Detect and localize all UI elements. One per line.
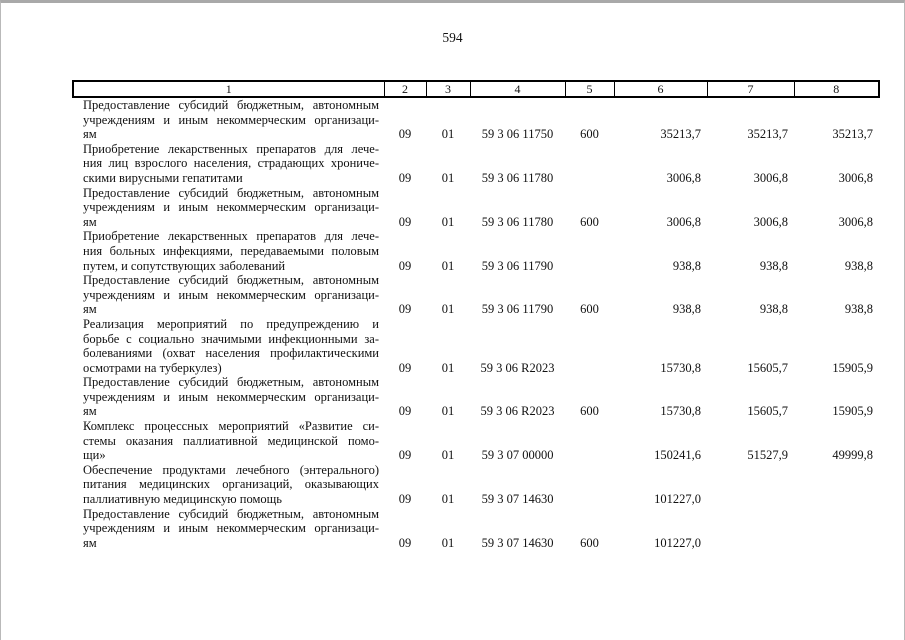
target-article-code-cell: 59 3 06 R2023 (480, 404, 555, 419)
description-cell (73, 229, 384, 273)
table-row (73, 317, 879, 375)
page-number: 594 (442, 30, 463, 45)
amount-year1-cell: 35213,7 (660, 127, 701, 142)
target-article-code-cell: 59 3 06 11780 (481, 214, 554, 229)
description-line: ям (83, 535, 97, 550)
column-header-2: 2 (384, 81, 426, 97)
table-body (73, 97, 879, 550)
description-line: учреждениям и иным некоммерческим организаци- (83, 389, 379, 404)
description-line: Предоставление субсидий бюджетным, автономным (83, 506, 379, 521)
table-row (73, 229, 879, 273)
description-line: учреждениям и иным некоммерческим организаци- (83, 200, 379, 215)
amount-year2-cell: 15605,7 (747, 360, 788, 375)
subsection-code-cell: 01 (441, 214, 455, 229)
subsection-code-cell: 01 (441, 448, 455, 463)
expense-type-code-cell (565, 317, 614, 375)
description-line: Комплекс процессных мероприятий «Развитие си- (83, 419, 379, 434)
amount-year1-cell: 938,8 (672, 302, 701, 317)
amount-year1-cell: 3006,8 (666, 214, 701, 229)
amount-year2-cell: 3006,8 (753, 170, 788, 185)
amount-year1-cell: 101227,0 (654, 492, 701, 507)
amount-year3-cell (794, 463, 879, 507)
amount-year3-cell: 15905,9 (832, 360, 873, 375)
description-cell (73, 507, 384, 551)
description-line: ям (83, 127, 97, 142)
amount-year3-cell (794, 507, 879, 551)
table-row (73, 375, 879, 419)
amount-year3-cell: 938,8 (844, 258, 873, 273)
target-article-code-cell: 59 3 06 R2023 (480, 360, 555, 375)
expense-type-code-cell: 600 (580, 214, 599, 229)
column-header-4: 4 (470, 81, 565, 97)
description-line: борьбе с социально значимыми инфекционными за- (83, 331, 379, 346)
description-cell (73, 317, 384, 375)
amount-year2-cell: 15605,7 (747, 404, 788, 419)
section-code-cell: 09 (398, 170, 412, 185)
table-header-row (73, 81, 879, 97)
section-code-cell: 09 (398, 404, 412, 419)
description-line: скими вирусными гепатитами (83, 170, 243, 185)
description-line: стемы оказания паллиативной медицинской помо- (83, 433, 379, 448)
description-cell (73, 463, 384, 507)
description-line: Реализация мероприятий по предупреждению и (83, 316, 379, 331)
amount-year1-cell: 15730,8 (660, 404, 701, 419)
section-code-cell: 09 (398, 492, 412, 507)
table-row (73, 97, 879, 142)
description-line: ния больных инфекциями, передаваемыми половым (83, 243, 379, 258)
expense-type-code-cell: 600 (580, 127, 599, 142)
expense-type-code-cell (565, 463, 614, 507)
section-code-cell: 09 (398, 302, 412, 317)
subsection-code-cell: 01 (441, 535, 455, 550)
description-cell (73, 97, 384, 142)
description-line: щи» (83, 448, 106, 463)
description-line: ям (83, 302, 97, 317)
target-article-code-cell: 59 3 07 14630 (481, 535, 554, 550)
amount-year3-cell: 49999,8 (832, 448, 873, 463)
table-row (73, 273, 879, 317)
table-row (73, 419, 879, 463)
description-line: Предоставление субсидий бюджетным, автономным (83, 375, 379, 390)
description-line: Приобретение лекарственных препаратов для лече- (83, 141, 379, 156)
column-header-6: 6 (614, 81, 707, 97)
description-line: учреждениям и иным некоммерческим организаци- (83, 112, 379, 127)
description-cell (73, 419, 384, 463)
amount-year2-cell: 938,8 (759, 302, 788, 317)
amount-year3-cell: 3006,8 (838, 170, 873, 185)
table-row (73, 463, 879, 507)
description-line: Предоставление субсидий бюджетным, автономным (83, 185, 379, 200)
section-code-cell: 09 (398, 214, 412, 229)
column-header-1: 1 (73, 81, 384, 97)
description-cell (73, 375, 384, 419)
table-row (73, 186, 879, 230)
expense-type-code-cell (565, 419, 614, 463)
column-header-3: 3 (426, 81, 470, 97)
amount-year2-cell (707, 463, 794, 507)
section-code-cell: 09 (398, 258, 412, 273)
subsection-code-cell: 01 (441, 492, 455, 507)
description-line: учреждениям и иным некоммерческим организаци- (83, 521, 379, 536)
section-code-cell: 09 (398, 448, 412, 463)
amount-year3-cell: 15905,9 (832, 404, 873, 419)
target-article-code-cell: 59 3 06 11750 (481, 127, 554, 142)
subsection-code-cell: 01 (441, 302, 455, 317)
amount-year1-cell: 938,8 (672, 258, 701, 273)
table-header (73, 81, 879, 97)
description-line: учреждениям и иным некоммерческим организаци- (83, 287, 379, 302)
amount-year1-cell: 101227,0 (654, 535, 701, 550)
amount-year2-cell: 938,8 (759, 258, 788, 273)
description-line: Предоставление субсидий бюджетным, автономным (83, 273, 379, 288)
table-row (73, 507, 879, 551)
description-line: Приобретение лекарственных препаратов для лече- (83, 229, 379, 244)
expense-type-code-cell: 600 (580, 404, 599, 419)
amount-year2-cell: 35213,7 (747, 127, 788, 142)
target-article-code-cell: 59 3 06 11780 (481, 170, 554, 185)
column-header-5: 5 (565, 81, 614, 97)
amount-year3-cell: 3006,8 (838, 214, 873, 229)
subsection-code-cell: 01 (441, 360, 455, 375)
amount-year3-cell: 938,8 (844, 302, 873, 317)
amount-year1-cell: 150241,6 (654, 448, 701, 463)
target-article-code-cell: 59 3 06 11790 (481, 258, 554, 273)
column-header-7: 7 (707, 81, 794, 97)
subsection-code-cell: 01 (441, 404, 455, 419)
amount-year2-cell: 51527,9 (747, 448, 788, 463)
amount-year1-cell: 3006,8 (666, 170, 701, 185)
expense-type-code-cell (565, 229, 614, 273)
description-cell (73, 186, 384, 230)
description-cell (73, 273, 384, 317)
amount-year2-cell: 3006,8 (753, 214, 788, 229)
expense-type-code-cell: 600 (580, 302, 599, 317)
budget-table (72, 80, 880, 550)
amount-year2-cell (707, 507, 794, 551)
description-line: болеваниями (охват населения профилактическими (83, 346, 379, 361)
amount-year3-cell: 35213,7 (832, 127, 873, 142)
description-line: осмотрами на туберкулез) (83, 360, 222, 375)
description-line: Предоставление субсидий бюджетным, автономным (83, 98, 379, 112)
description-line: ям (83, 404, 97, 419)
expense-type-code-cell (565, 142, 614, 186)
target-article-code-cell: 59 3 07 14630 (481, 492, 554, 507)
description-line: путем, и сопутствующих заболеваний (83, 258, 286, 273)
target-article-code-cell: 59 3 07 00000 (481, 448, 554, 463)
section-code-cell: 09 (398, 127, 412, 142)
description-line: паллиативную медицинскую помощь (83, 492, 282, 507)
subsection-code-cell: 01 (441, 170, 455, 185)
target-article-code-cell: 59 3 06 11790 (481, 302, 554, 317)
table-row (73, 142, 879, 186)
column-header-8: 8 (794, 81, 879, 97)
description-line: Обеспечение продуктами лечебного (энтерального) (83, 462, 379, 477)
description-line: питания медицинских организаций, оказывающих (83, 477, 379, 492)
section-code-cell: 09 (398, 360, 412, 375)
amount-year1-cell: 15730,8 (660, 360, 701, 375)
section-code-cell: 09 (398, 535, 412, 550)
subsection-code-cell: 01 (441, 127, 455, 142)
expense-type-code-cell: 600 (580, 535, 599, 550)
description-line: ния лиц взрослого населения, страдающих хрониче- (83, 156, 379, 171)
description-line: ям (83, 214, 97, 229)
description-cell (73, 142, 384, 186)
subsection-code-cell: 01 (441, 258, 455, 273)
